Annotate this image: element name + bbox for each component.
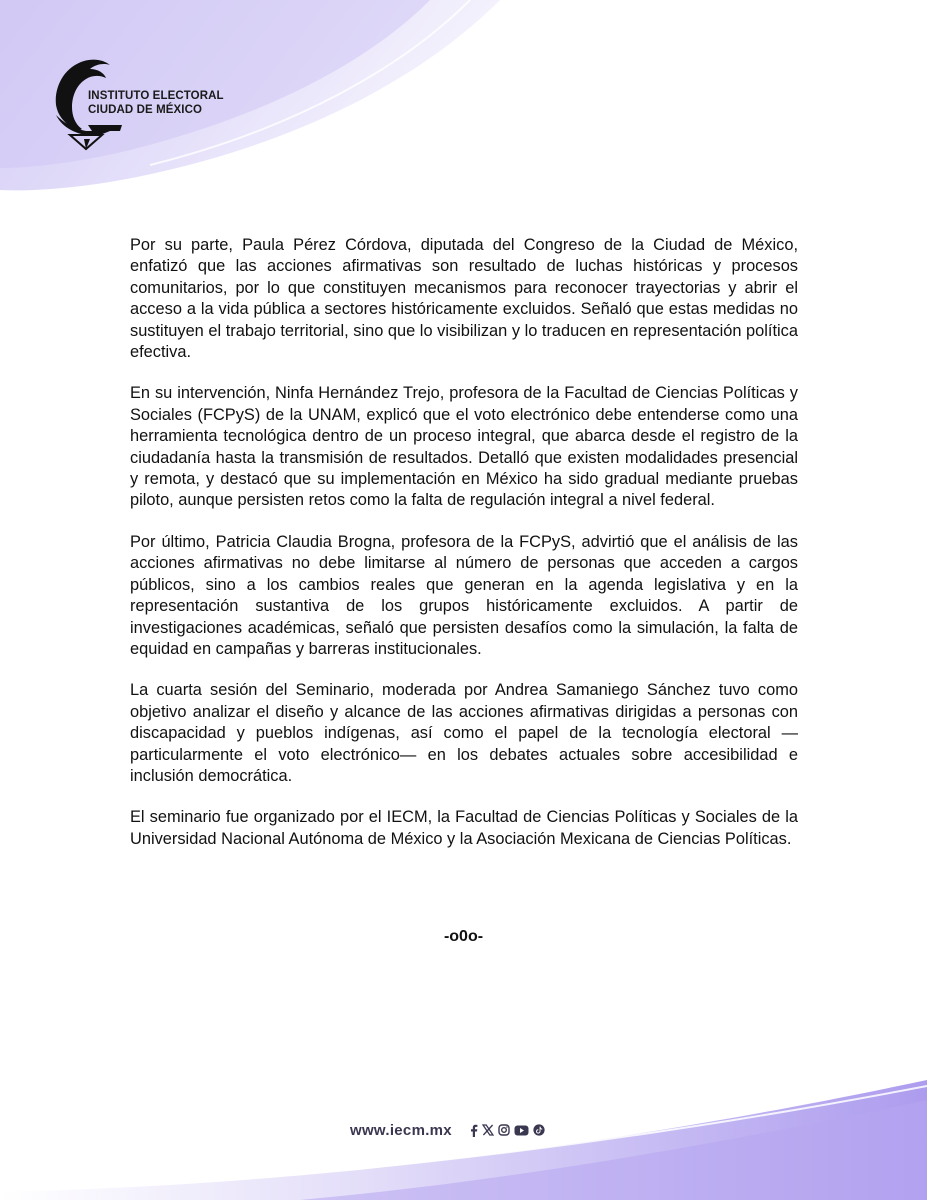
youtube-icon[interactable] (514, 1123, 529, 1137)
logo-line-1: INSTITUTO ELECTORAL (88, 90, 224, 102)
closing-mark: -o0o- (443, 928, 484, 945)
paragraph: En su intervención, Ninfa Hernández Trejo, profesora de la Facultad de Ciencias Políticas y Sociales (FCPyS) de la UNAM, explicó que el voto electrónico debe entenderse como una herramienta tecnológica dentro de un proceso integral, que abarca desde el registro de la ciudadanía hasta la transmisión de resultados. Detalló que existen modalidades presencial y remota, y destacó que su implementación en México ha sido gradual mediante pruebas piloto, aunque persisten retos como la falta de regulación integral a nivel federal. (130, 384, 798, 510)
iecm-logo (50, 55, 240, 155)
paragraph: El seminario fue organizado por el IECM, la Facultad de Ciencias Políticas y Sociales de la Universidad Nacional Autónoma de México y la Asociación Mexicana de Ciencias Políticas. (130, 808, 798, 848)
tiktok-icon[interactable] (533, 1123, 545, 1137)
footer (350, 1119, 549, 1141)
press-release-body (130, 235, 798, 870)
x-icon[interactable] (482, 1123, 494, 1137)
paragraph: Por su parte, Paula Pérez Córdova, diputada del Congreso de la Ciudad de México, enfatizó que las acciones afirmativas son resultado de luchas históricas y procesos comunitarios, por lo que constituyen mecanismos para reconocer trayectorias y abrir el acceso a la vida pública a sectores históricamente excluidos. Señaló que estas medidas no sustituyen el trabajo territorial, sino que lo visibilizan y lo traducen en representación política efectiva. (130, 236, 798, 362)
facebook-icon[interactable] (470, 1123, 478, 1137)
paragraph: La cuarta sesión del Seminario, moderada por Andrea Samaniego Sánchez tuvo como objetivo analizar el diseño y alcance de las acciones afirmativas dirigidas a personas con discapacidad y pueblos indígenas, así como el papel de la tecnología electoral —particularmente el voto electrónico— en los debates actuales sobre accesibilidad e inclusión democrática. (130, 681, 798, 785)
paragraph: Por último, Patricia Claudia Brogna, profesora de la FCPyS, advirtió que el análisis de las acciones afirmativas no debe limitarse al número de personas que acceden a cargos públicos, sino a los cambios reales que generan en la agenda legislativa y en la representación sustantiva de los grupos históricamente excluidos. A partir de investigaciones académicas, señaló que persisten desafíos como la simulación, la falta de equidad en campañas y barreras institucionales. (130, 532, 798, 658)
instagram-icon[interactable] (498, 1123, 510, 1137)
website-link[interactable]: www.iecm.mx (350, 1121, 452, 1139)
logo-line-2: CIUDAD DE MÉXICO (88, 104, 203, 116)
